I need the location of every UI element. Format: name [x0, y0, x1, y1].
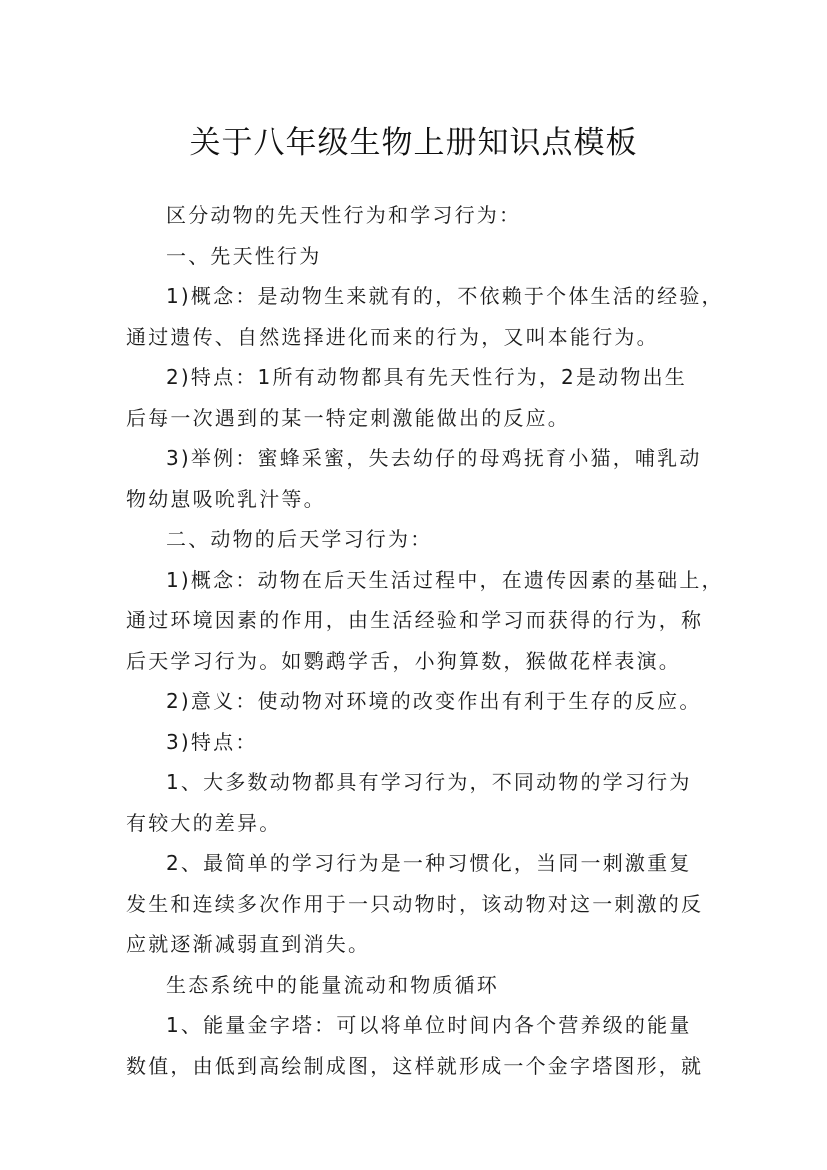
document-body [126, 195, 724, 1086]
paragraph-line: 通过环境因素的作用，由生活经验和学习而获得的行为，称 [126, 608, 704, 632]
paragraph-line: 二、动物的后天学习行为： [166, 527, 433, 551]
paragraph-line: 生态系统中的能量流动和物质循环 [166, 972, 499, 997]
paragraph-line: 一、先天性行为 [166, 243, 322, 268]
paragraph-line: 发生和连续多次作用于一只动物时，该动物对这一刺激的反 [126, 891, 704, 916]
paragraph-line: 1、大多数动物都具有学习行为，不同动物的学习行为 [166, 770, 692, 794]
paragraph-line: 2)特点：1所有动物都具有先天性行为，2是动物出生 [166, 365, 687, 389]
paragraph-line: 2)意义：使动物对环境的改变作出有利于生存的反应。 [166, 689, 702, 713]
paragraph-line: 3)特点： [166, 729, 258, 754]
paragraph-line: 数值，由低到高绘制成图，这样就形成一个金字塔图形，就 [126, 1053, 704, 1078]
paragraph-line: 后每一次遇到的某一特定刺激能做出的反应。 [126, 405, 570, 430]
paragraph-line: 1)概念：动物在后天生活过程中，在遗传因素的基础上， [166, 567, 724, 592]
paragraph-line: 1、能量金字塔：可以将单位时间内各个营养级的能量 [166, 1013, 692, 1037]
paragraph-line: 区分动物的先天性行为和学习行为： [166, 203, 522, 227]
paragraph-line: 通过遗传、自然选择进化而来的行为，又叫本能行为。 [126, 324, 659, 349]
paragraph-line: 后天学习行为。如鹦鹉学舌，小狗算数，猴做花样表演。 [126, 648, 681, 673]
paragraph-line: 应就逐渐减弱直到消失。 [126, 932, 371, 956]
paragraph-line: 2、最简单的学习行为是一种习惯化，当同一刺激重复 [166, 851, 692, 875]
document-title: 关于八年级生物上册知识点模板 [189, 124, 638, 161]
paragraph-line: 物幼崽吸吮乳汁等。 [126, 486, 326, 511]
paragraph-line: 有较大的差异。 [126, 810, 282, 835]
paragraph-line: 1)概念：是动物生来就有的，不依赖于个体生活的经验， [166, 284, 724, 308]
paragraph-line: 3)举例：蜜蜂采蜜，失去幼仔的母鸡抚育小猫，哺乳动 [166, 446, 702, 470]
